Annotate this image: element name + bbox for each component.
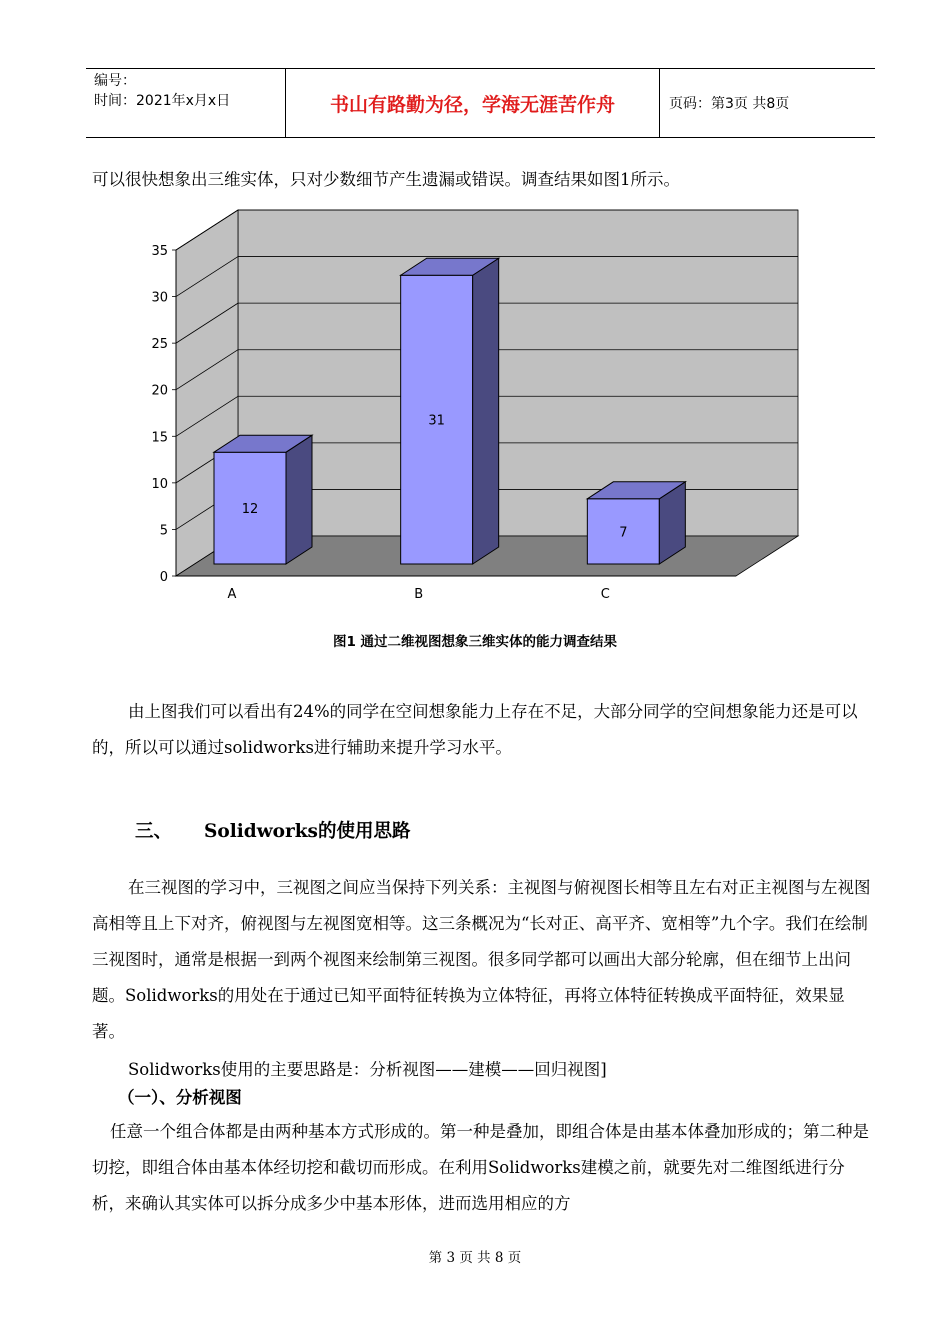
x-tick-label: A — [227, 587, 237, 602]
section-number: 三、 — [135, 821, 173, 842]
page-footer: 第 3 页 共 8 页 — [428, 1250, 522, 1266]
bar-value-label: 12 — [241, 502, 259, 518]
bar-side — [473, 258, 499, 564]
x-tick-label: C — [600, 587, 610, 602]
header-page-info: 页码：第3页 共8页 — [669, 96, 790, 112]
bar-chart — [140, 208, 810, 608]
paragraph-2: 在三视图的学习中，三视图之间应当保持下列关系：主视图与俯视图长相等且左右对正主视图与左视图高相等且上下对齐，俯视图与左视图宽相等。这三条概况为“长对正、高平齐、宽相等”九个字。我们在绘制三视图时，通常是根据一到两个视图来绘制第三视图。很多同学都可以画出大部分轮廓，但在细节上出问题。Solidworks的用处在于通过已知平面特征转换为立体特征，再将立体特征转换成平面特征，效果显著。 — [92, 878, 871, 1041]
y-tick-label: 30 — [151, 290, 168, 306]
header-time: 时间：2021年x月x日 — [94, 93, 231, 109]
section-heading — [135, 817, 410, 843]
header-motto: 书山有路勤为径，学海无涯苦作舟 — [285, 69, 660, 137]
y-tick-label: 20 — [151, 383, 168, 399]
y-tick-label: 0 — [159, 570, 168, 585]
paragraph-3: Solidworks使用的主要思路是：分析视图——建模——回归视图] — [128, 1060, 607, 1079]
bar-value-label: 31 — [428, 413, 445, 429]
y-tick-label: 25 — [151, 337, 168, 353]
header-number: 编号： — [94, 73, 136, 89]
paragraph-1: 由上图我们可以看出有24%的同学在空间想象能力上存在不足，大部分同学的空间想象能力还是可以的，所以可以通过solidworks进行辅助来提升学习水平。 — [92, 702, 858, 757]
subheading: （一）、分析视图 — [118, 1088, 242, 1107]
y-tick-label: 5 — [159, 523, 168, 539]
chart-back-wall — [238, 210, 798, 536]
x-tick-label: B — [414, 587, 424, 602]
y-tick-label: 10 — [151, 476, 168, 492]
y-tick-label: 35 — [151, 244, 168, 259]
y-tick-label: 15 — [151, 430, 168, 446]
header-meta — [86, 69, 285, 137]
bar-side — [286, 435, 312, 564]
page-header — [86, 68, 875, 138]
paragraph-4: 任意一个组合体都是由两种基本方式形成的。第一种是叠加，即组合体是由基本体叠加形成的；第二种是切挖，即组合体由基本体经切挖和截切而形成。在利用Solidworks建模之前，就要先对二维图纸进行分析，来确认其实体可以拆分成多少中基本形体，进而选用相应的方 — [92, 1122, 869, 1213]
section-title: Solidworks的使用思路 — [204, 821, 411, 842]
figure-caption: 图1 通过二维视图想象三维实体的能力调查结果 — [332, 634, 618, 650]
bar-value-label: 7 — [619, 525, 628, 541]
intro-line: 可以很快想象出三维实体，只对少数细节产生遗漏或错误。调查结果如图1所示。 — [92, 170, 680, 189]
